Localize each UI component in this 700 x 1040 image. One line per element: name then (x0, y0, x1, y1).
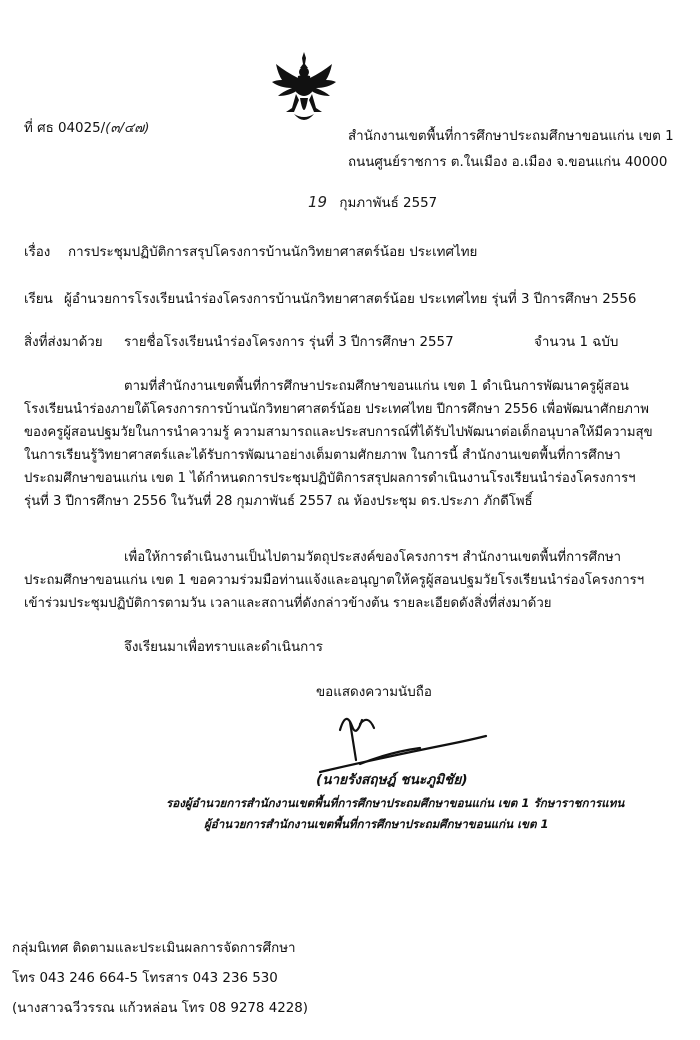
closing-line: จึงเรียนมาเพื่อทราบและดำเนินการ (124, 640, 323, 655)
paragraph-line: ตามที่สำนักงานเขตพื้นที่การศึกษาประถมศึกษาขอนแก่น เขต 1 ดำเนินการพัฒนาครูผู้สอน (124, 379, 629, 394)
document-number-printed: ที่ ศธ 04025/ (24, 121, 106, 136)
salutation-text: ผู้อำนวยการโรงเรียนนำร่องโครงการบ้านนักวิทยาศาสตร์น้อย ประเทศไทย รุ่นที่ 3 ปีการศึกษา 2556 (64, 292, 637, 307)
document-number-handwritten: (๓/๔๗) (105, 121, 150, 136)
signer-title-line-1: รองผู้อำนวยการสำนักงานเขตพื้นที่การศึกษาประถมศึกษาขอนแก่น เขต 1 รักษาราชการแทน (166, 796, 625, 810)
subject-text: การประชุมปฏิบัติการสรุปโครงการบ้านนักวิทยาศาสตร์น้อย ประเทศไทย (68, 245, 478, 260)
footer-department: กลุ่มนิเทศ ติดตามและประเมินผลการจัดการศึกษา (12, 941, 296, 956)
enclosure-quantity: จำนวน 1 ฉบับ (534, 335, 619, 350)
footer-contact: (นางสาวฉวีวรรณ แก้วหล่อน โทร 08 9278 4228) (12, 1001, 309, 1016)
paragraph-line: เพื่อให้การดำเนินงานเป็นไปตามวัตถุประสงค์ของโครงการฯ สำนักงานเขตพื้นที่การศึกษา (124, 550, 622, 565)
paragraph-line: ประถมศึกษาขอนแก่น เขต 1 ขอความร่วมมือท่านแจ้งและอนุญาตให้ครูผู้สอนปฐมวัยโรงเรียนนำร่องโครงการฯ (24, 573, 645, 588)
regards-text: ขอแสดงความนับถือ (316, 685, 432, 700)
enclosure-text: รายชื่อโรงเรียนนำร่องโครงการ รุ่นที่ 3 ปีการศึกษา 2557 (124, 335, 454, 350)
document-number (24, 122, 149, 135)
enclosure-label: สิ่งที่ส่งมาด้วย (24, 335, 103, 350)
date-day-handwritten: 19 (308, 193, 328, 211)
date-month-year: กุมภาพันธ์ 2557 (339, 196, 438, 211)
paragraph-line: ในการเรียนรู้วิทยาศาสตร์และได้รับการพัฒนาอย่างเต็มตามศักยภาพ ในการนี้ สำนักงานเขตพื้นที่การศึกษา (24, 448, 621, 463)
body-paragraph-2 (24, 551, 684, 621)
paragraph-line: โรงเรียนนำร่องภายใต้โครงการการบ้านนักวิทยาศาสตร์น้อย ประเทศไทย ปีการศึกษา 2556 เพื่อพัฒนาศักยภาพ (24, 402, 649, 417)
signer-name: (นายรังสฤษฎ์ ชนะภูมิชัย) (316, 772, 468, 788)
office-name: สำนักงานเขตพื้นที่การศึกษาประถมศึกษาขอนแก่น เขต 1 (348, 129, 674, 144)
body-paragraph-1 (24, 380, 684, 520)
paragraph-line: เข้าร่วมประชุมปฏิบัติการตามวัน เวลาและสถานที่ดังกล่าวข้างต้น รายละเอียดดังสิ่งที่ส่งมาด้วย (24, 596, 552, 611)
garuda-emblem-icon (272, 52, 336, 126)
salutation-label: เรียน (24, 292, 53, 307)
signer-title-line-2: ผู้อำนวยการสำนักงานเขตพื้นที่การศึกษาประถมศึกษาขอนแก่น เขต 1 (204, 817, 549, 831)
subject-label: เรื่อง (24, 245, 51, 260)
document-date (308, 195, 437, 210)
paragraph-line: ของครูผู้สอนปฐมวัยในการนำความรู้ ความสามารถและประสบการณ์ที่ได้รับไปพัฒนาต่อเด็กอนุบาลให้มีความสุข (24, 425, 653, 440)
paragraph-line: ประถมศึกษาขอนแก่น เขต 1 ได้กำหนดการประชุมปฏิบัติการสรุปผลการดำเนินงานโรงเรียนนำร่องโครงการฯ (24, 471, 636, 486)
footer-phone: โทร 043 246 664-5 โทรสาร 043 236 530 (12, 971, 278, 986)
office-address: ถนนศูนย์ราชการ ต.ในเมือง อ.เมือง จ.ขอนแก่น 40000 (348, 155, 668, 170)
paragraph-line: รุ่นที่ 3 ปีการศึกษา 2556 ในวันที่ 28 กุมภาพันธ์ 2557 ณ ห้องประชุม ดร.ประภา ภักดีโพธิ์ (24, 494, 533, 509)
